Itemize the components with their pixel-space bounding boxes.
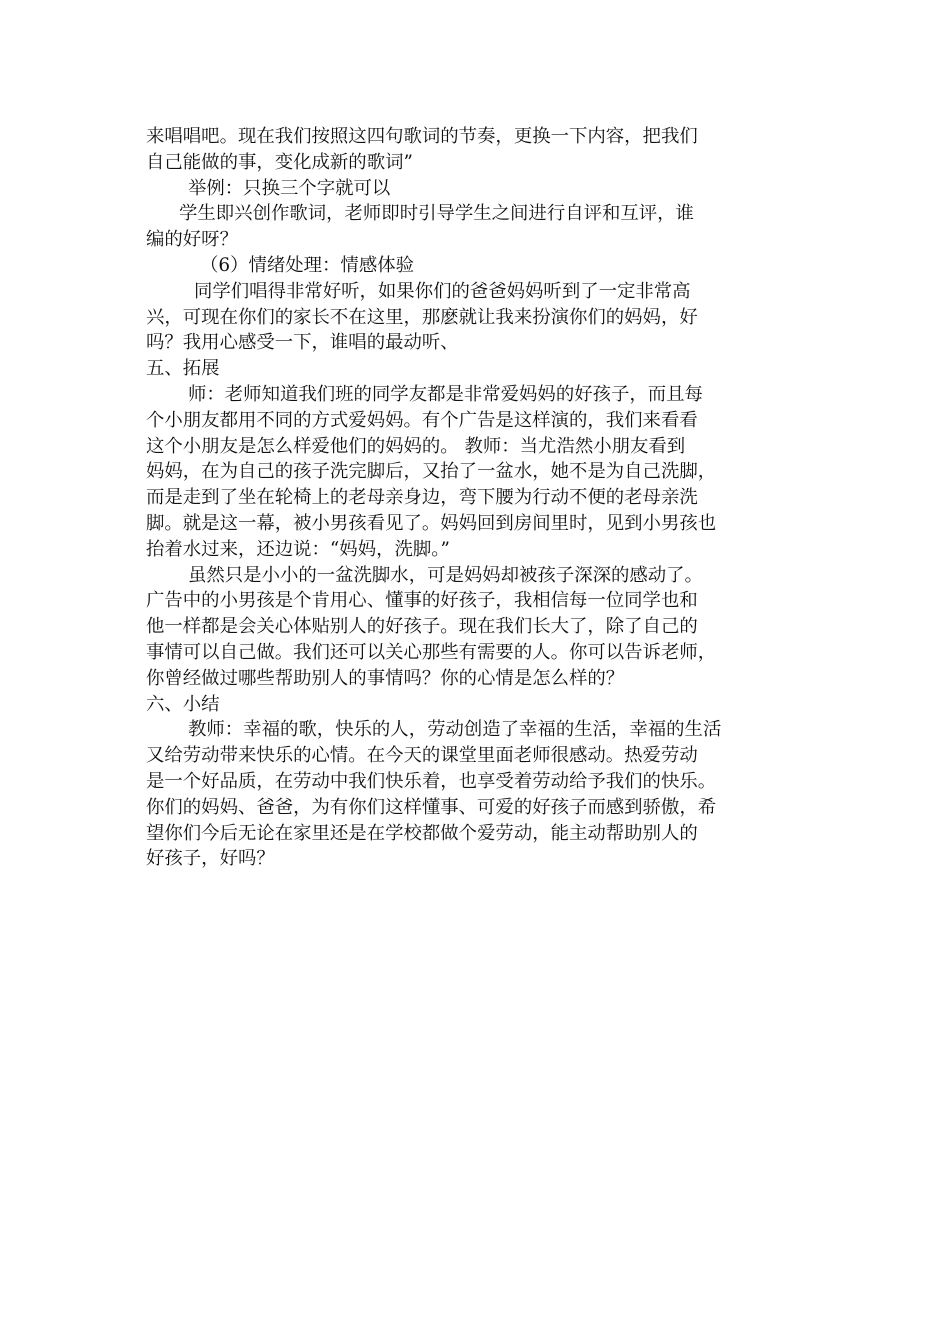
text-line: 自己能做的事，变化成新的歌词” [146, 151, 413, 173]
text-line: 编的好呀？ [146, 229, 238, 251]
text-line: 学生即兴创作歌词，老师即时引导学生之间进行自评和互评，谁 [179, 203, 694, 225]
text-line: 是一个好品质，在劳动中我们快乐着，也享受着劳动给予我们的快乐。 [146, 770, 717, 792]
text-line: 妈妈，在为自己的孩子洗完脚后，又抬了一盆水，她不是为自己洗脚， [146, 461, 717, 483]
section-heading: 六、小结 [146, 693, 220, 715]
text-line: 吗？我用心感受一下，谁唱的最动听、 [146, 332, 459, 354]
text-line: 抬着水过来，还边说：“妈妈，洗脚。” [146, 538, 450, 560]
text-line: 虽然只是小小的一盆洗脚水，可是妈妈却被孩子深深的感动了。 [188, 564, 703, 586]
text-line: 这个小朋友是怎么样爱他们的妈妈的。 教师：当尤浩然小朋友看到 [146, 435, 686, 457]
text-line: 来唱唱吧。现在我们按照这四句歌词的节奏，更换一下内容，把我们 [146, 126, 698, 147]
body-text [146, 124, 808, 872]
text-line: 教师：幸福的歌，快乐的人，劳动创造了幸福的生活，幸福的生活 [188, 719, 722, 741]
text-line: 望你们今后无论在家里还是在学校都做个爱劳动，能主动帮助别人的 [146, 822, 698, 844]
subsection-heading: （6）情绪处理：情感体验 [200, 254, 414, 276]
text-line: 他一样都是会关心体贴别人的好孩子。现在我们长大了，除了自己的 [146, 616, 698, 638]
text-line: 个小朋友都用不同的方式爱妈妈。有个广告是这样演的，我们来看看 [146, 409, 698, 431]
text-line: 好孩子，好吗？ [146, 848, 275, 870]
text-line: 举例：只换三个字就可以 [188, 177, 391, 199]
text-line: 兴，可现在你们的家长不在这里，那麽就让我来扮演你们的妈妈，好 [146, 306, 698, 328]
text-line: 又给劳动带来快乐的心情。在今天的课堂里面老师很感动。热爱劳动 [146, 745, 698, 767]
text-line: 你曾经做过哪些帮助别人的事情吗？你的心情是怎么样的？ [146, 667, 625, 689]
section-heading: 五、拓展 [146, 358, 220, 380]
text-line: 事情可以自己做。我们还可以关心那些有需要的人。你可以告诉老师， [146, 641, 717, 663]
text-line: 广告中的小男孩是个肯用心、懂事的好孩子，我相信每一位同学也和 [146, 590, 698, 612]
text-line: 脚。就是这一幕，被小男孩看见了。妈妈回到房间里时，见到小男孩也 [146, 512, 717, 534]
text-line: 而是走到了坐在轮椅上的老母亲身边，弯下腰为行动不便的老母亲洗 [146, 487, 698, 509]
text-line: 同学们唱得非常好听，如果你们的爸爸妈妈听到了一定非常高 [194, 280, 691, 302]
text-line: 你们的妈妈、爸爸，为有你们这样懂事、可爱的好孩子而感到骄傲，希 [146, 796, 717, 818]
text-line: 师：老师知道我们班的同学友都是非常爱妈妈的好孩子，而且每 [188, 383, 703, 405]
